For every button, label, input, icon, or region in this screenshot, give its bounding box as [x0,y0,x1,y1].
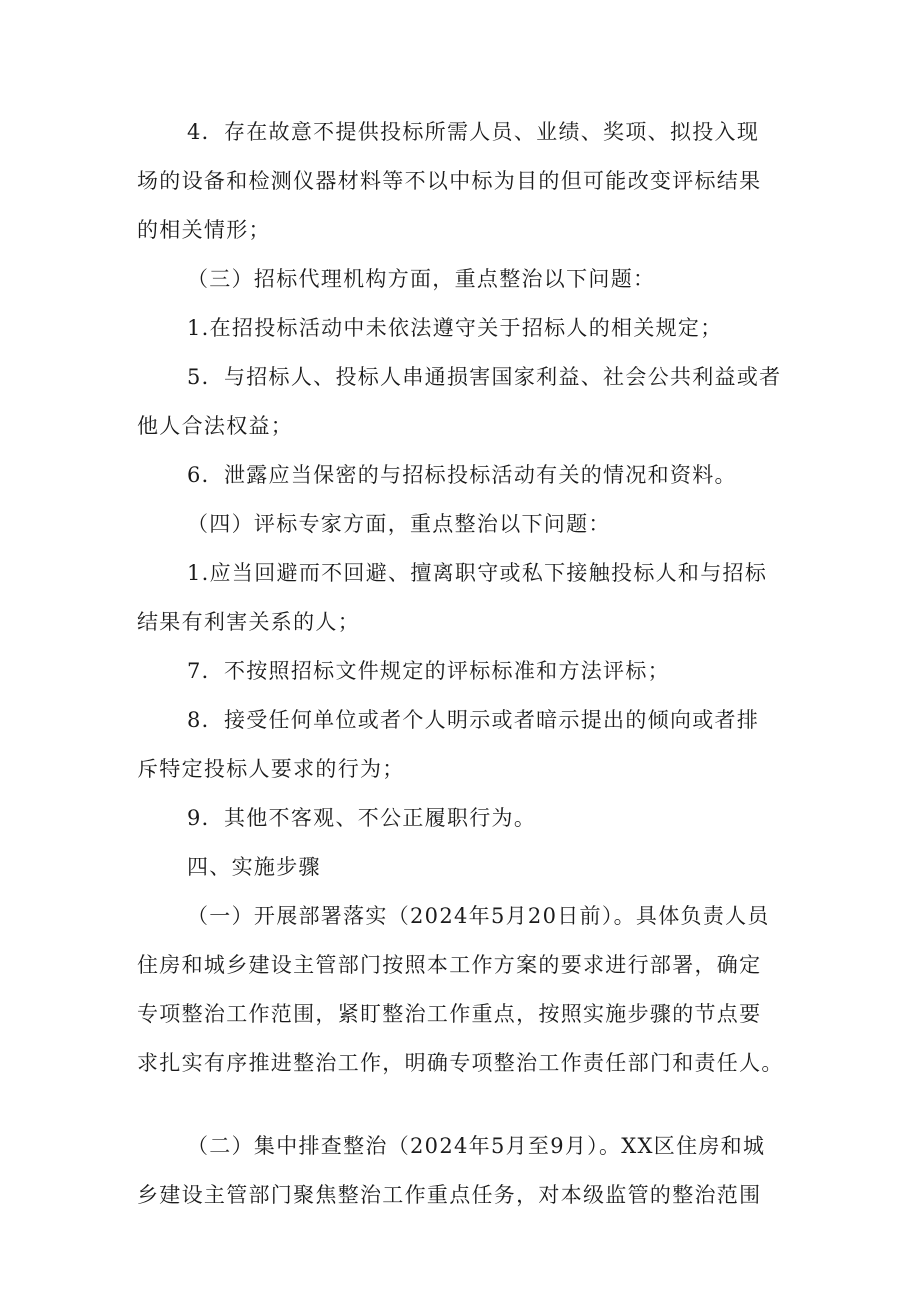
section-heading: （三）招标代理机构方面，重点整治以下问题： [187,267,656,291]
text-line: 斥特定投标人要求的行为； [137,757,405,781]
text-line: 场的设备和检测仪器材料等不以中标为目的但可能改变评标结果 [137,169,762,193]
text-line: 乡建设主管部门聚焦整治工作重点任务，对本级监管的整治范围 [137,1183,762,1207]
text-line: 专项整治工作范围，紧盯整治工作重点，按照实施步骤的节点要 [137,1002,762,1026]
text-line: 5．与招标人、投标人串通损害国家利益、社会公共利益或者 [187,365,782,389]
text-line: （一）开展部署落实（2024年5月20日前）。具体负责人员 [187,904,770,928]
text-line: （二）集中排查整治（2024年5月至9月）。XX区住房和城 [187,1134,766,1158]
section-heading: （四）评标专家方面，重点整治以下问题： [187,512,611,536]
text-line: 他人合法权益； [137,414,294,438]
text-line: 的相关情形； [137,218,271,242]
text-line: 9．其他不客观、不公正履职行为。 [187,806,537,830]
section-heading: 四、实施步骤 [187,855,321,879]
text-line: 结果有利害关系的人； [137,610,360,634]
text-line: 求扎实有序推进整治工作，明确专项整治工作责任部门和责任人。 [137,1051,784,1075]
text-line: 7．不按照招标文件规定的评标标准和方法评标； [187,659,670,683]
text-line: 1.在招投标活动中未依法遵守关于招标人的相关规定； [187,316,723,340]
text-line: 4．存在故意不提供投标所需人员、业绩、奖项、拟投入现 [187,120,760,144]
text-line: 8．接受任何单位或者个人明示或者暗示提出的倾向或者排 [187,708,760,732]
text-line: 住房和城乡建设主管部门按照本工作方案的要求进行部署，确定 [137,953,762,977]
text-line: 6．泄露应当保密的与招标投标活动有关的情况和资料。 [187,463,737,487]
text-line: 1.应当回避而不回避、擅离职守或私下接触投标人和与招标 [187,561,768,585]
